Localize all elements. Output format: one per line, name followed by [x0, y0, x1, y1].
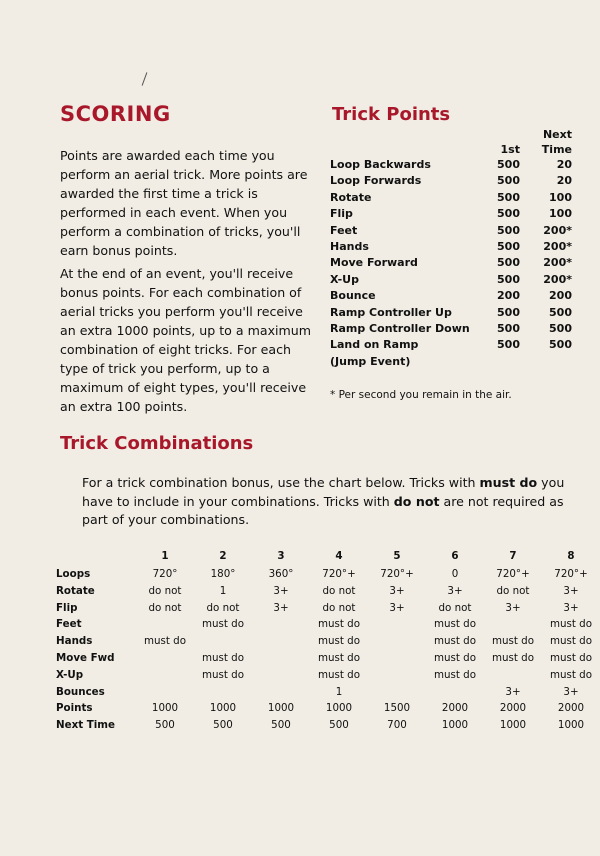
combination-cell: 3+ [273, 584, 289, 597]
combination-cell: 2000 [499, 702, 527, 715]
trick-first-points: 500 [497, 207, 520, 221]
trick-next-points: 100 [549, 207, 572, 221]
combination-cell: 1000 [499, 719, 527, 732]
combinations-row [52, 684, 600, 701]
combination-row-label: Flip [56, 601, 78, 614]
combination-row-label: Move Fwd [56, 651, 115, 664]
combination-cell: must do [491, 651, 535, 664]
trick-first-points: 500 [497, 190, 520, 204]
combination-cell: must do [317, 668, 361, 681]
combination-cell: 360° [268, 568, 294, 580]
combinations-corner [52, 546, 136, 566]
intro-text-a: For a trick combination bonus, use the chart below. Tricks with [82, 475, 480, 490]
combination-cell: 1 [335, 685, 343, 698]
combinations-row [52, 717, 600, 734]
combination-row-label: Hands [56, 635, 93, 648]
scoring-title: SCORING [60, 102, 171, 126]
combination-cell: must do [491, 635, 535, 648]
combination-cell [426, 684, 484, 701]
combination-cell: 3+ [563, 601, 579, 614]
trick-next-points: 200 [549, 289, 572, 303]
combination-column-header: 7 [509, 549, 517, 562]
trick-next-points: 500 [549, 305, 572, 319]
combination-cell [484, 667, 542, 684]
trick-next-points: 200* [543, 223, 572, 237]
combination-column-header: 6 [451, 549, 459, 562]
trick-next-points: 500 [549, 322, 572, 336]
combination-cell: 1000 [151, 702, 179, 715]
combination-cell: must do [201, 651, 245, 664]
trick-first-points: 500 [497, 240, 520, 254]
combination-cell [484, 616, 542, 633]
trick-first-points: 500 [497, 174, 520, 188]
combinations-row [52, 600, 600, 617]
combination-row-label: Points [56, 702, 93, 715]
combination-cell: 500 [155, 719, 175, 732]
combination-cell: 3+ [563, 685, 579, 698]
trick-name: (Jump Event) [330, 354, 411, 368]
combination-cell: 1000 [267, 702, 295, 715]
trick-first-points: 200 [497, 289, 520, 303]
trick-first-points: 500 [497, 256, 520, 270]
trick-points-row [330, 305, 572, 321]
combination-cell [252, 684, 310, 701]
combinations-row [52, 650, 600, 667]
combination-row-label: Next Time [56, 719, 116, 732]
trick-points-row [330, 157, 572, 173]
combination-column-header: 5 [393, 549, 401, 562]
combination-column-header: 2 [219, 549, 227, 562]
combination-cell: 2000 [557, 702, 585, 715]
trick-name: Loop Forwards [330, 174, 422, 188]
combinations-row [52, 566, 600, 583]
col-first-header: 1st [500, 143, 520, 156]
trick-points-row [330, 288, 572, 304]
combinations-row [52, 633, 600, 650]
trick-first-points: 500 [497, 223, 520, 237]
combination-cell: 3+ [505, 685, 521, 698]
trick-name: Ramp Controller Down [330, 322, 470, 336]
combination-column-header: 8 [567, 549, 575, 562]
combination-row-label: X-Up [56, 668, 84, 681]
combination-cell: 500 [213, 719, 233, 732]
combination-cell: 180° [210, 568, 236, 580]
combination-cell: do not [322, 584, 356, 597]
combination-cell: 3+ [389, 601, 405, 614]
combination-cell [136, 650, 194, 667]
trick-name: Move Forward [330, 256, 418, 270]
combination-cell: 3+ [447, 584, 463, 597]
combination-cell: 500 [329, 719, 349, 732]
combination-cell: 3+ [389, 584, 405, 597]
combination-cell: must do [549, 635, 593, 648]
combination-cell: 700 [387, 719, 407, 732]
trick-next-points: 200* [543, 272, 572, 286]
combination-cell: do not [322, 601, 356, 614]
combination-cell [368, 684, 426, 701]
combination-cell: 3+ [273, 601, 289, 614]
trick-name: Ramp Controller Up [330, 305, 452, 319]
combination-cell [252, 650, 310, 667]
combination-cell: 3+ [505, 601, 521, 614]
combination-cell: do not [148, 584, 182, 597]
trick-points-row [330, 239, 572, 255]
combination-cell: 1000 [325, 702, 353, 715]
combination-row-label: Rotate [56, 584, 95, 597]
trick-name: Bounce [330, 289, 376, 303]
combination-cell: must do [201, 668, 245, 681]
trick-points-row [330, 337, 572, 353]
combination-cell: must do [317, 651, 361, 664]
combination-cell [368, 616, 426, 633]
combinations-row [52, 583, 600, 600]
combination-cell [252, 616, 310, 633]
combinations-row [52, 667, 600, 684]
trick-name: Feet [330, 223, 358, 237]
scoring-paragraph-2: At the end of an event, you'll receive bonus points. For each combination of aerial tricks you perform you'll receive an extra 1000 points, up to a maximum combination of eight tricks. For each type of trick you perform, up to a maximum of eight types, you'll receive an extra 100 points. [60, 266, 312, 414]
trick-points-row [330, 255, 572, 271]
trick-first-points: 500 [497, 322, 520, 336]
combination-cell: 720°+ [496, 568, 530, 580]
trick-first-points: 500 [497, 338, 520, 352]
combination-cell [252, 667, 310, 684]
combination-cell: 3+ [563, 584, 579, 597]
trick-name: Land on Ramp [330, 338, 419, 352]
trick-next-points: 20 [556, 158, 572, 171]
combination-cell: 720°+ [554, 568, 588, 580]
combination-cell [136, 616, 194, 633]
trick-points-row [330, 321, 572, 337]
trick-name: Rotate [330, 190, 372, 204]
intro-text-c: are not required as part of your combinations. [82, 493, 564, 527]
do-not-emphasis: do not [393, 493, 440, 509]
combination-cell: 1000 [557, 719, 585, 732]
trick-name: Loop Backwards [330, 158, 431, 171]
combination-cell: must do [549, 618, 593, 631]
combination-cell: must do [433, 618, 477, 631]
trick-first-points: 500 [497, 305, 520, 319]
trick-next-points: 200* [543, 256, 572, 270]
trick-next-points: 200* [543, 240, 572, 254]
combination-column-header: 3 [277, 549, 285, 562]
scoring-paragraph-1: Points are awarded each time you perform an aerial trick. More points are awarded the first time a trick is performed in each event. When you perform a combination of tricks, you'll earn bonus points. [60, 148, 308, 258]
trick-first-points: 500 [497, 272, 520, 286]
trick-points-table [330, 127, 572, 370]
trick-points-header-row [330, 127, 572, 142]
combination-row-label: Loops [56, 568, 91, 580]
trick-points-row [330, 190, 572, 206]
combination-cell: must do [433, 651, 477, 664]
combination-cell: do not [496, 584, 530, 597]
combinations-row [52, 616, 600, 633]
combination-cell: 1000 [209, 702, 237, 715]
trick-points-title: Trick Points [332, 104, 451, 125]
trick-next-points [520, 354, 572, 370]
trick-points-row [330, 173, 572, 189]
combination-cell: 0 [451, 568, 459, 580]
trick-first-points [470, 354, 520, 370]
combination-cell: 720°+ [322, 568, 356, 580]
trick-name: X-Up [330, 272, 359, 286]
combinations-row [52, 700, 600, 717]
combination-row-label: Feet [56, 618, 82, 631]
pen-mark [142, 72, 148, 85]
combination-cell [252, 633, 310, 650]
combination-cell: 1000 [441, 719, 469, 732]
combination-cell: must do [317, 635, 361, 648]
combination-cell: do not [206, 601, 240, 614]
must-do-emphasis: must do [479, 475, 538, 490]
combination-cell: 2000 [441, 702, 469, 715]
combination-cell: 720°+ [380, 568, 414, 580]
combination-cell: 1500 [383, 702, 411, 715]
trick-first-points: 500 [497, 158, 520, 171]
combination-cell: must do [549, 668, 593, 681]
trick-points-row [330, 223, 572, 239]
combination-cell: must do [433, 635, 477, 648]
combination-cell: must do [433, 668, 477, 681]
combination-cell: 720° [152, 568, 178, 580]
trick-name: Flip [330, 207, 353, 221]
combination-cell: must do [317, 618, 361, 631]
combination-cell: do not [438, 601, 472, 614]
combination-row-label: Bounces [56, 685, 105, 698]
combination-cell [368, 650, 426, 667]
combination-cell: do not [148, 601, 182, 614]
combination-cell: must do [143, 635, 187, 648]
combination-cell [368, 633, 426, 650]
trick-next-points: 500 [549, 338, 572, 352]
trick-points-row [330, 206, 572, 222]
combination-column-header: 4 [335, 549, 343, 562]
intro-text-b: you have to include in your combinations. Tricks with [82, 475, 565, 509]
trick-points-row [330, 272, 572, 288]
trick-next-points: 20 [556, 174, 572, 188]
combinations-header-row [52, 546, 600, 566]
combination-cell [368, 667, 426, 684]
combinations-title: Trick Combinations [60, 433, 254, 454]
combination-cell: 1 [219, 584, 227, 597]
trick-points-footnote: * Per second you remain in the air. [330, 389, 512, 401]
combinations-table [52, 546, 600, 734]
trick-name: Hands [330, 240, 369, 254]
combinations-intro [82, 474, 582, 530]
combination-cell [136, 684, 194, 701]
combination-cell: must do [201, 618, 245, 631]
trick-points-row [330, 354, 572, 370]
combination-cell [136, 667, 194, 684]
col-time-header: Time [541, 143, 572, 156]
col-next-header: Next [542, 128, 572, 141]
combination-cell: 500 [271, 719, 291, 732]
combination-cell: must do [549, 651, 593, 664]
combination-column-header: 1 [161, 549, 169, 562]
combination-cell [194, 684, 252, 701]
combination-cell [194, 633, 252, 650]
trick-next-points: 100 [549, 190, 572, 204]
trick-points-header-row-2 [330, 142, 572, 157]
